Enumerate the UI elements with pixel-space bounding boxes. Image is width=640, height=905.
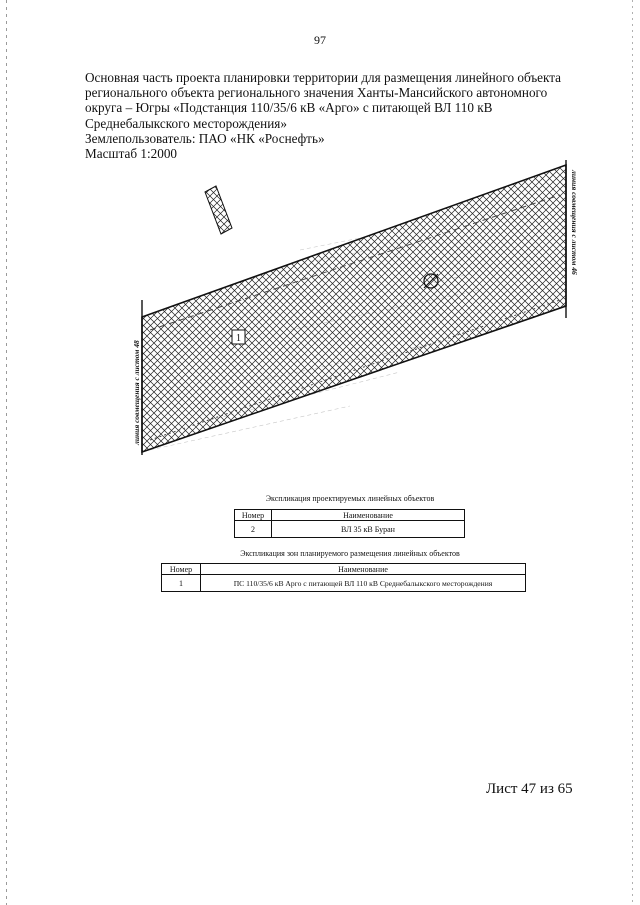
zones-table [161, 563, 526, 592]
land-user-line: Землепользователь: ПАО «НК «Роснефть» [85, 130, 325, 146]
table-row [162, 575, 526, 592]
header-line: Основная часть проекта планировки территории для размещения линейного объекта [85, 70, 562, 85]
separate-hatched-plot [205, 186, 232, 234]
table1-title: Экспликация проектируемых линейных объектов [265, 494, 435, 503]
table1-cell-number: 2 [235, 521, 272, 538]
sheet-number: Лист 47 из 65 [486, 781, 573, 797]
table2-cell-name: ПС 110/35/6 кВ Арго с питающей ВЛ 110 кВ Среднебалыкского месторождения [201, 575, 526, 592]
table1-header-name: Наименование [272, 510, 465, 521]
table2-cell-number: 1 [162, 575, 201, 592]
planned-zone-area [142, 165, 566, 452]
table2-header-number: Номер [162, 564, 201, 575]
header-line: регионального объекта регионального значения Ханты-Мансийского автономного [85, 85, 548, 101]
page-number: 97 [314, 33, 326, 47]
table1-cell-name: ВЛ 35 кВ Буран [272, 521, 465, 538]
header-line: округа – Югры «Подстанция 110/35/6 кВ «Арго» с питающей ВЛ 110 кВ [85, 100, 493, 116]
header-line: Среднебалыкского месторождения» [85, 115, 287, 131]
zone-number-label: 1 [236, 333, 241, 344]
table2-header-name: Наименование [201, 564, 526, 575]
table2-title: Экспликация зон планируемого размещения линейных объектов [240, 549, 460, 558]
table1-header-number: Номер [235, 510, 272, 521]
right-alignment-label: линия совмещения с листом 46 [570, 170, 579, 275]
left-alignment-label: линия совмещения с листом 48 [132, 340, 141, 445]
scale-line: Масштаб 1:2000 [85, 146, 178, 162]
table-row [235, 521, 465, 538]
projected-objects-table [234, 509, 465, 538]
